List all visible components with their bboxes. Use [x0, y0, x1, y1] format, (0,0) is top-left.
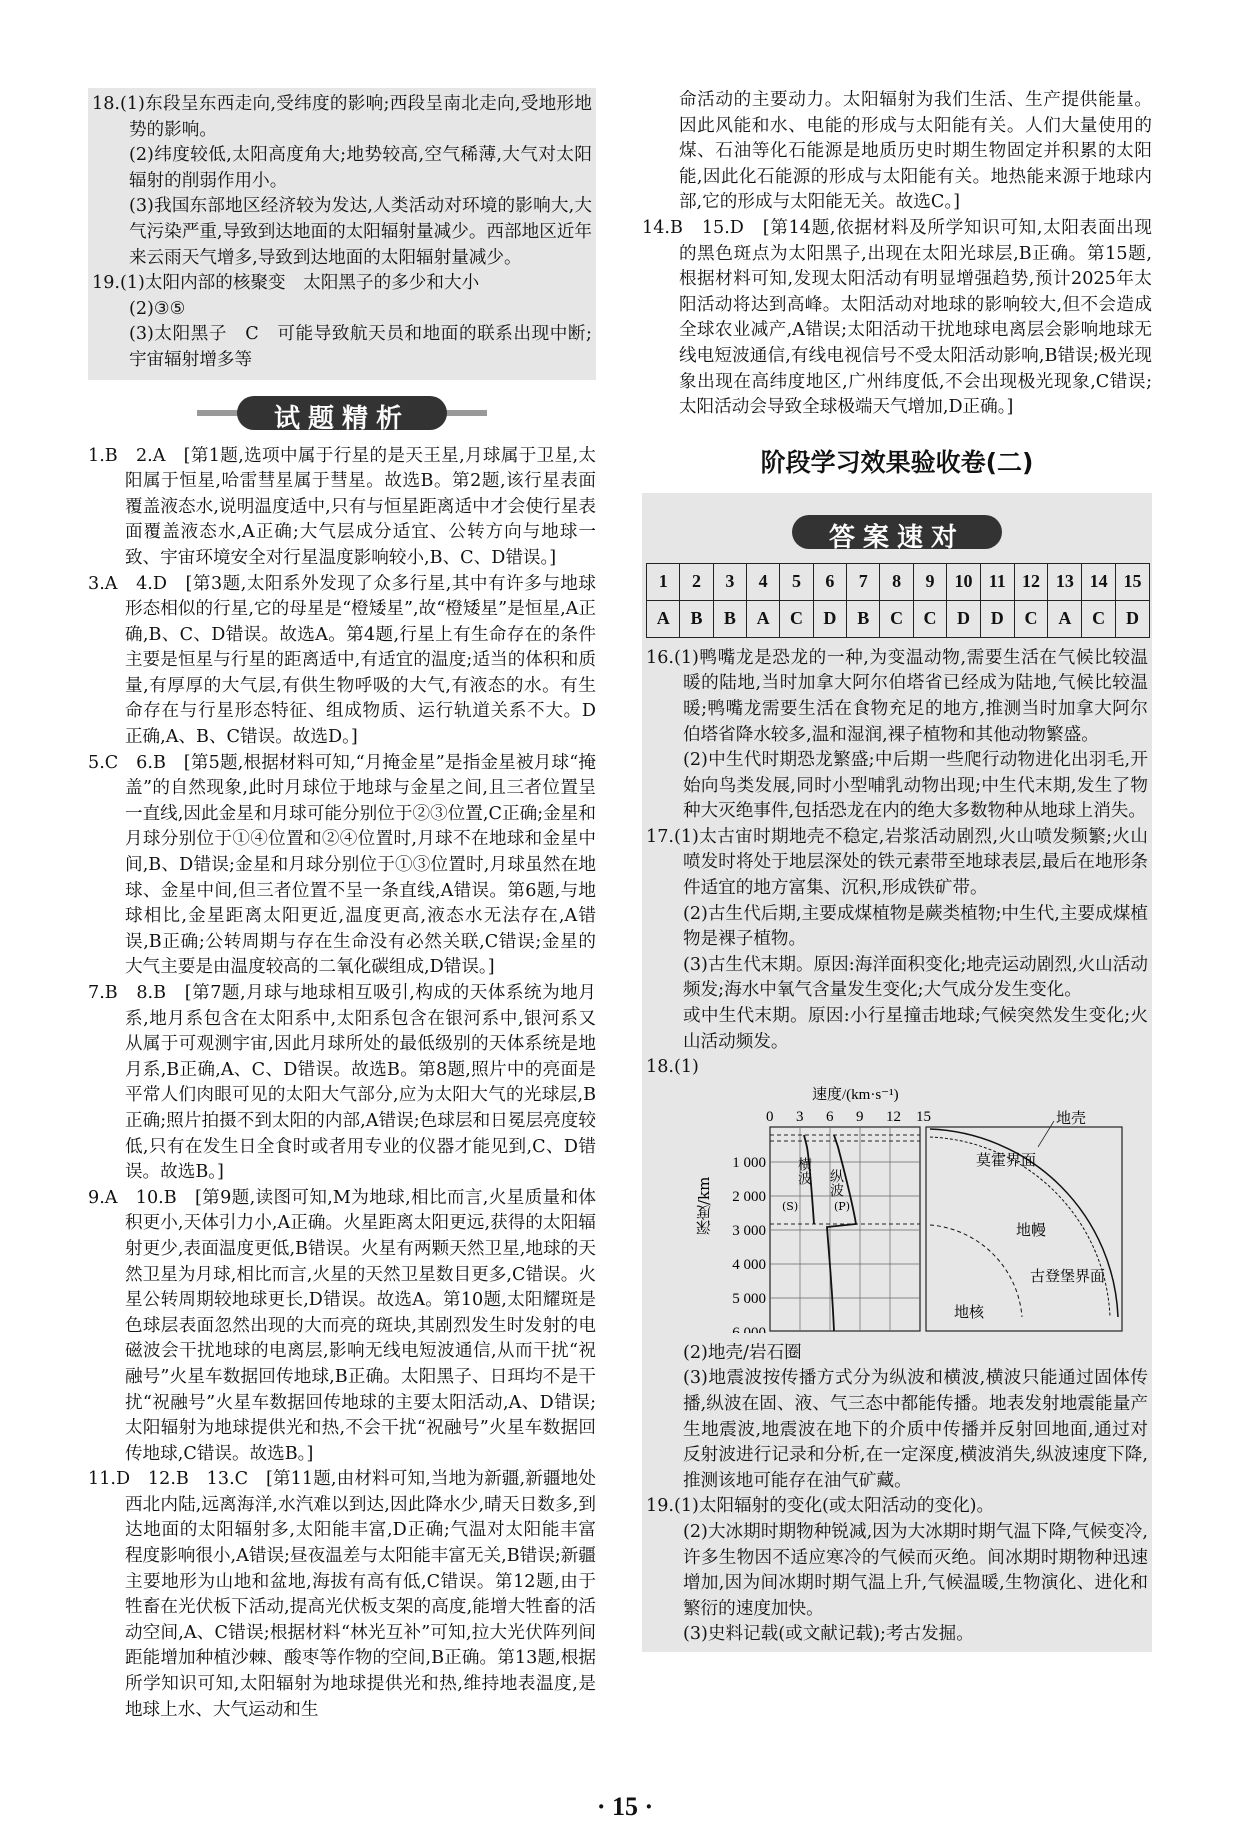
- answer-number-cell: 10: [947, 563, 981, 600]
- answer-table: [646, 563, 1150, 638]
- p-wave-label: 纵波: [828, 1168, 844, 1197]
- core-label: 地核: [954, 1302, 985, 1321]
- answer-letter-cell: D: [1116, 600, 1150, 637]
- speed-tick-label: 9: [856, 1108, 864, 1125]
- right-column: [642, 88, 1152, 1652]
- q19-part3: (3)太阳黑子 C 可能导致航天员和地面的联系出现中断;宇宙辐射增多等: [128, 324, 592, 370]
- banner-text: 试题精析: [273, 403, 410, 434]
- speed-tick-label: 15: [916, 1108, 931, 1125]
- answer-number-cell: 4: [746, 563, 779, 600]
- seismic-diagram: [686, 1085, 1126, 1333]
- depth-axis-ticks: [732, 1155, 766, 1333]
- exam-title: 阶段学习效果验收卷(二): [760, 447, 1034, 477]
- answer-letter-cell: C: [780, 600, 813, 637]
- analysis-q5-6: 5.C 6.B [第5题,根据材料可知,“月掩金星”是指金星被月球“掩盖”的自然现象,此时月球位于地球与金星之间,且三者位置呈一直线,因此金星和月球可能分别位于②③位置,C正确;金星和月球分别位于①④位置和②④位置时,月球不在地球和金星中间,B、D错误;金星和月球分别位于①③位置时,月球虽然在地球、金星中间,但三者位置不呈一条直线,A错误。第6题,与地球相比,金星距离太阳更近,温度更高,液态水无法存在,A错误,B正确;公转周期与存在生命没有必然关联,C错误;金星的大气主要是由温度较高的二氧化碳组成,D错误。]: [88, 752, 596, 978]
- depth-tick-label: 5 000: [732, 1290, 766, 1307]
- p-wave-curve: [827, 1135, 856, 1331]
- answer-number-cell: 7: [847, 563, 880, 600]
- page-number: · 15 ·: [596, 1792, 654, 1821]
- q16-part2: (2)中生代时期恐龙繁盛;中后期一些爬行动物进化出羽毛,开始向鸟类发展,同时小型哺乳动物出现;中生代末期,发生了物种大灭绝事件,包括恐龙在内的绝大多数物种从地球上消失。: [682, 750, 1148, 822]
- left-column: [88, 88, 596, 1723]
- depth-tick-label: 2 000: [732, 1188, 766, 1205]
- q19-part2: (2)大冰期时期物种锐减,因为大冰期时期气温下降,气候变冷,许多生物因不适应寒冷的气候而灭绝。间冰期时期物种迅速增加,因为间冰期时期气温上升,气候温暖,生物演化、进化和繁衍的速度加快。: [682, 1521, 1148, 1619]
- section-banner-analysis: [237, 390, 447, 436]
- q18-label: 18.(1): [646, 1057, 699, 1078]
- section-banner-answers: [792, 509, 1002, 555]
- crust-pointer: [1038, 1121, 1054, 1147]
- answer-letter-cell: B: [713, 600, 746, 637]
- speed-axis-label: 速度/(km·s⁻¹): [812, 1086, 899, 1103]
- q19-part1: 19.(1)太阳内部的核聚变 太阳黑子的多少和大小: [92, 273, 480, 294]
- answer-number-cell: 5: [780, 563, 813, 600]
- answer-letter-cell: C: [1082, 600, 1116, 637]
- q18-part1: 18.(1)东段呈东西走向,受纬度的影响;西段呈南北走向,受地形地势的影响。: [92, 94, 592, 140]
- answer-table-number-row: [647, 563, 1150, 600]
- answer-letter-cell: A: [647, 600, 680, 637]
- q19-part1: 19.(1)太阳辐射的变化(或太阳活动的变化)。: [646, 1496, 995, 1517]
- analysis-q11-13: 11.D 12.B 13.C [第11题,由材料可知,当地为新疆,新疆地处西北内陆,远离海洋,水汽难以到达,因此降水少,晴天日数多,到达地面的太阳辐射多,太阳能丰富,D正确;气温对太阳能丰富程度影响很小,A错误;昼夜温差与太阳能丰富无关,B错误;新疆主要地形为山地和盆地,海拔有高有低,C错误。第12题,由于牲畜在光伏板下活动,提高光伏板支架的高度,能增大牲畜的活动空间,A、C错误;根据材料“林光互补”可知,拉大光伏阵列间距能增加种植沙棘、酸枣等作物的空间,B正确。第13题,根据所学知识可知,太阳辐射为地球提供光和热,维持地表温度,是地球上水、大气运动和生: [88, 1469, 596, 1720]
- q17-part2: (2)古生代后期,主要成煤植物是蕨类植物;中生代,主要成煤植物是裸子植物。: [682, 903, 1148, 950]
- depth-tick-label: 1 000: [732, 1154, 766, 1171]
- answer-letter-cell: D: [947, 600, 981, 637]
- q17-part1: 17.(1)太古宙时期地壳不稳定,岩浆活动剧烈,火山喷发频繁;火山喷发时将处于地层深处的铁元素带至地球表层,最后在地形条件适宜的地方富集、沉积,形成铁矿带。: [646, 826, 1148, 899]
- q17-part3: (3)古生代末期。原因:海洋面积变化;地壳运动剧烈,火山活动频发;海水中氧气含量发生变化;大气成分发生变化。: [682, 954, 1148, 1001]
- s-wave-code: (S): [782, 1199, 799, 1213]
- answer-letter-cell: B: [680, 600, 713, 637]
- answer-number-cell: 12: [1014, 563, 1048, 600]
- q17-part4: 或中生代末期。原因:小行星撞击地球;气候突然发生变化;火山活动频发。: [682, 1006, 1148, 1052]
- moho-label: 莫霍界面: [976, 1150, 1037, 1169]
- q18-part2: (2)纬度较低,太阳高度角大;地势较高,空气稀薄,大气对太阳辐射的削弱作用小。: [128, 145, 592, 191]
- gutenberg-label: 古登堡界面: [1030, 1266, 1106, 1285]
- q19-part3: (3)史料记载(或文献记载);考古发掘。: [682, 1624, 974, 1645]
- answer-number-cell: 1: [647, 563, 680, 600]
- depth-tick-label: 4 000: [732, 1256, 766, 1273]
- answer-number-cell: 13: [1048, 563, 1082, 600]
- answer-table-answer-row: [647, 600, 1150, 637]
- depth-axis-label: 深度/km: [695, 1176, 713, 1235]
- s-wave-curve: [804, 1135, 814, 1224]
- speed-tick-label: 12: [886, 1108, 901, 1125]
- analysis-q9-10: 9.A 10.B [第9题,读图可知,M为地球,相比而言,火星质量和体积更小,天体引力小,A正确。火星距离太阳更远,获得的太阳辐射更少,表面温度更低,B错误。火星有两颗天然卫星,地球的天然卫星为月球,相比而言,火星的天然卫星数目更多,C错误。火星公转周期较地球更长,D错误。故选A。第10题,太阳耀斑是色球层表面忽然出现的大而亮的斑块,其剧烈发生时发射的电磁波会干扰地球的电离层,影响无线电短波通信,从而干扰“祝融号”火星车数据回传地球,B正确。太阳黑子、日珥均不是干扰“祝融号”火星车数据回传地球的主要太阳活动,A、D错误;太阳辐射为地球提供光和热,不会干扰“祝融号”火星车数据回传地球,C错误。故选B。]: [88, 1187, 596, 1464]
- answer-letter-cell: A: [746, 600, 779, 637]
- speed-tick-label: 6: [826, 1108, 834, 1125]
- answer-letter-cell: C: [880, 600, 913, 637]
- q18-part3: (3)我国东部地区经济较为发达,人类活动对环境的影响大,大气污染严重,导致到达地面的太阳辐射量减少。西部地区近年来云雨天气增多,导致到达地面的太阳辐射量减少。: [128, 196, 592, 268]
- answer-number-cell: 2: [680, 563, 713, 600]
- answer-number-cell: 8: [880, 563, 913, 600]
- seismic-wave-figure: [686, 1085, 1148, 1337]
- mantle-label: 地幔: [1016, 1220, 1047, 1239]
- answer-letter-cell: C: [1014, 600, 1048, 637]
- depth-tick-label: 3 000: [732, 1222, 766, 1239]
- answer-block-18-19: [88, 88, 596, 380]
- analysis-q3-4: 3.A 4.D [第3题,太阳系外发现了众多行星,其中有许多与地球形态相似的行星,它的母星是“橙矮星”,故“橙矮星”是恒星,A正确,B、C、D错误。故选A。第4题,行星上有生命存在的条件主要是恒星与行星的距离适中,有适宜的温度;适当的体积和质量,有厚厚的大气层,有供生物呼吸的大气,有液态的水。有生命存在与行星形态特征、组成物质、运行轨道关系不大。D正确,A、B、C错误。故选D。]: [88, 573, 596, 748]
- answer-number-cell: 9: [913, 563, 946, 600]
- speed-tick-label: 3: [796, 1108, 804, 1125]
- answer-number-cell: 6: [813, 563, 846, 600]
- speed-tick-label: 0: [766, 1108, 774, 1125]
- crust-label: 地壳: [1056, 1108, 1087, 1127]
- p-wave-code: (P): [834, 1199, 850, 1213]
- analysis-q1-2: 1.B 2.A [第1题,选项中属于行星的是天王星,月球属于卫星,太阳属于恒星,哈雷彗星属于彗星。故选B。第2题,该行星表面覆盖液态水,说明温度适中,只有与恒星距离适中才会使行星表面覆盖液态水,A正确;大气层成分适宜、公转方向与地球一致、宇宙环境安全对行星温度影响较小,B、C、D错误。]: [88, 445, 596, 568]
- answer-letter-cell: D: [813, 600, 846, 637]
- q18-part2: (2)地壳/岩石圈: [682, 1342, 802, 1363]
- q16-part1: 16.(1)鸭嘴龙是恐龙的一种,为变温动物,需要生活在气候比较温暖的陆地,当时加拿大阿尔伯塔省已经成为陆地,气候比较温暖;鸭嘴龙需要生活在食物充足的地方,推测当时加拿大阿尔伯塔省降水较多,温和湿润,裸子植物和其他动物繁盛。: [646, 647, 1148, 745]
- answer-number-cell: 3: [713, 563, 746, 600]
- answer-number-cell: 14: [1082, 563, 1116, 600]
- q19-part2: (2)③⑤: [128, 298, 186, 319]
- answer-letter-cell: B: [847, 600, 880, 637]
- s-wave-label: 横波: [784, 1156, 812, 1173]
- banner-text: 答案速对: [828, 522, 965, 553]
- analysis-q13-cont: 命活动的主要动力。太阳辐射为我们生活、生产提供能量。因此风能和水、电能的形成与太阳能有关。人们大量使用的煤、石油等化石能源是地质历史时期生物固定并积累的太阳能,因此化石能源的形成与太阳能有关。地热能来源于地球内部,它的形成与太阳能无关。故选C。]: [678, 90, 1152, 213]
- depth-tick-label: 6 000: [732, 1324, 766, 1333]
- answer-section: [642, 493, 1152, 1652]
- answer-number-cell: 11: [980, 563, 1014, 600]
- analysis-q7-8: 7.B 8.B [第7题,月球与地球相互吸引,构成的天体系统为地月系,地月系包含在太阳系中,太阳系包含在银河系中,银河系又从属于可观测宇宙,因此月球所处的最低级别的天体系统是地月系,B正确,A、C、D错误。故选B。第8题,照片中的亮面是平常人们肉眼可见的太阳大气部分,应为太阳大气的光球层,B正确;照片拍摄不到太阳的内部,A错误;色球层和日冕层亮度较低,只有在发生日全食时或者用专业的仪器才能见到,C、D错误。故选B。]: [88, 983, 596, 1183]
- speed-axis-ticks: [766, 1109, 931, 1125]
- q18-part3: (3)地震波按传播方式分为纵波和横波,横波只能通过固体传播,纵波在固、液、气三态中都能传播。地表发射地震能量产生地震波,地震波在地下的介质中传播并反射回地面,通过对反射波进行记录和分析,在一定深度,横波消失,纵波速度下降,推测该地可能存在油气矿藏。: [682, 1368, 1148, 1491]
- answer-letter-cell: D: [980, 600, 1014, 637]
- analysis-q14-15: 14.B 15.D [第14题,依据材料及所学知识可知,太阳表面出现的黑色斑点为太阳黑子,出现在太阳光球层,B正确。第15题,根据材料可知,发现太阳活动有明显增强趋势,预计2025年太阳活动将达到高峰。太阳活动对地球的影响较大,但不会造成全球农业减产,A错误;太阳活动干扰地球电离层会影响地球无线电短波通信,有线电视信号不受太阳活动影响,B错误;极光现象出现在高纬度地区,广州纬度低,不会出现极光现象,C错误;太阳活动会导致全球极端天气增加,D正确。]: [642, 217, 1152, 418]
- answer-letter-cell: C: [913, 600, 946, 637]
- answer-letter-cell: A: [1048, 600, 1082, 637]
- answer-number-cell: 15: [1116, 563, 1150, 600]
